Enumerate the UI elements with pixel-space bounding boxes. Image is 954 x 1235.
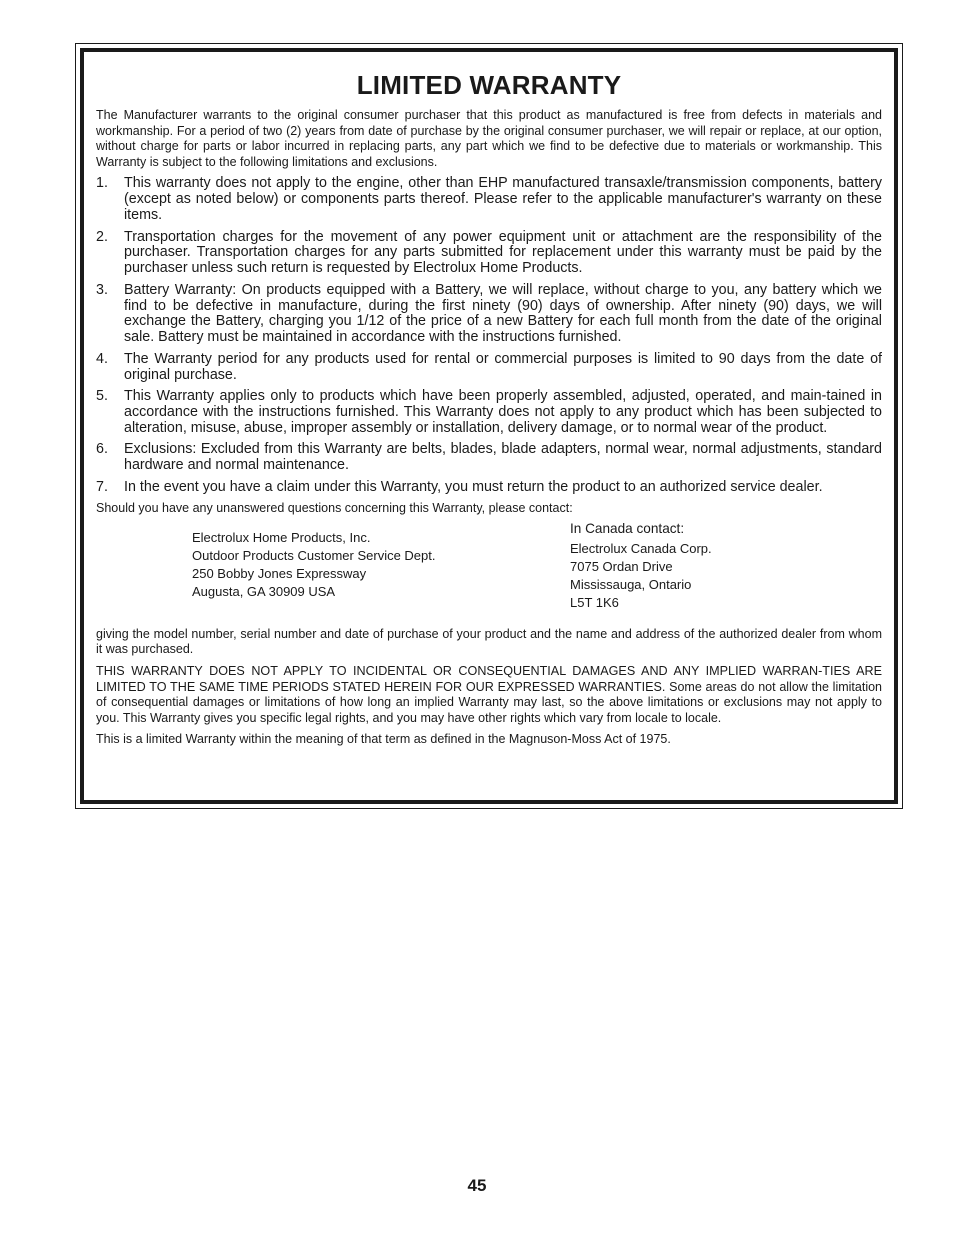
list-item: [96, 480, 882, 496]
us-address-line: Augusta, GA 30909 USA: [192, 583, 336, 599]
warranty-limitations-list: [96, 176, 882, 495]
page-title: LIMITED WARRANTY: [356, 70, 622, 100]
warranty-content: [96, 70, 882, 754]
warranty-inner-border: [80, 48, 898, 804]
list-item: [96, 230, 882, 277]
disclaimer-caps-text: THIS WARRANTY DOES NOT APPLY TO INCIDENTAL OR CONSEQUENTIAL DAMAGES AND ANY IMPLIED WARRAN-TIES ARE LIMITED TO THE SAME TIME PERIODS STATED HEREIN FOR OUR EXPRESSED WARRANTIES.: [96, 664, 882, 694]
list-item-number: 1.: [96, 175, 108, 192]
list-item-number: 7.: [96, 478, 108, 495]
list-item: [96, 283, 882, 346]
list-item: [96, 176, 882, 223]
list-item-number: 4.: [96, 350, 108, 367]
list-item-text: In the event you have a claim under this Warranty, you must return the product to an authorized service dealer.: [124, 478, 823, 495]
us-address-line: Electrolux Home Products, Inc.: [192, 529, 371, 545]
canada-address-line: 7075 Ordan Drive: [570, 558, 673, 574]
disclaimer-text: Some areas do not allow the limitation of consequential damages or limitations of how long an implied Warranty may last, so the above limitations or exclusions may not apply to you. This Warranty gives you specific legal rights, and you may have other rights which vary from locale to locale.: [96, 679, 882, 725]
list-item-text: This warranty does not apply to the engine, other than EHP manufactured transaxle/transmission components, battery (except as noted below) or components parts thereof. Please refer to the applicable manufacturer's warranty on these items.: [124, 175, 882, 223]
list-item: [96, 352, 882, 384]
us-address-line: 250 Bobby Jones Expressway: [192, 565, 367, 581]
page-number: 45: [467, 1176, 487, 1195]
list-item-number: 2.: [96, 228, 108, 245]
list-item-number: 6.: [96, 441, 108, 458]
list-item-text: This Warranty applies only to products which have been properly assembled, adjusted, operated, and main-tained in accordance with the instructions furnished. This Warranty does not apply to any product which has been subjected to alteration, misuse, abuse, improper assembly or installation, delivery damage, or to normal wear of the product.: [124, 388, 882, 436]
list-item-text: Exclusions: Excluded from this Warranty are belts, blades, blade adapters, normal wear, normal adjustments, standard hardware and normal maintenance.: [124, 441, 882, 474]
canada-contact-heading: In Canada contact:: [570, 520, 685, 536]
contact-intro: Should you have any unanswered questions concerning this Warranty, please contact:: [96, 501, 573, 516]
damages-disclaimer: [96, 664, 882, 726]
list-item-text: Transportation charges for the movement of any power equipment unit or attachment are the responsibility of the purchaser. Transportation charges for any parts submitted for replacement under this warranty must be paid by the purchaser unless such return is requested by Electrolux Home Products.: [124, 228, 882, 277]
list-item: [96, 442, 882, 474]
canada-address: [570, 520, 712, 612]
list-item-number: 3.: [96, 281, 108, 298]
canada-address-line: Electrolux Canada Corp.: [570, 540, 712, 556]
list-item: [96, 389, 882, 436]
list-item-text: The Warranty period for any products used for rental or commercial purposes is limited to 90 days from the date of original purchase.: [124, 350, 882, 383]
magnuson-moss-statement: This is a limited Warranty within the meaning of that term as defined in the Magnuson-Moss Act of 1975.: [96, 732, 671, 747]
canada-address-line: Mississauga, Ontario: [570, 576, 692, 592]
giving-details-text: giving the model number, serial number and date of purchase of your product and the name and address of the authorized dealer from whom it was purchased.: [96, 626, 882, 657]
warranty-intro: The Manufacturer warrants to the original consumer purchaser that this product as manufactured is free from defects in materials and workmanship. For a period of two (2) years from date of purchase by the original consumer purchaser, we will repair or replace, at our option, without charge for parts or labor incurred in replacing parts, any part which we find to be defective due to materials or workmanship. This Warranty is subject to the following limitations and exclusions.: [96, 108, 882, 169]
us-address: [192, 529, 436, 601]
contact-addresses: [96, 517, 882, 627]
warranty-outer-border: [75, 43, 903, 809]
canada-address-line: L5T 1K6: [570, 594, 619, 610]
us-address-line: Outdoor Products Customer Service Dept.: [192, 547, 436, 563]
list-item-number: 5.: [96, 388, 108, 405]
list-item-text: Battery Warranty: On products equipped with a Battery, we will replace, without charge to you, any battery which we find to be defective in manufacture, during the first ninety (90) days of ownership. After ninety (90) days, we will exchange the Battery, charging you 1/12 of the price of a new Battery for each full month from the date of the original sale. Battery must be maintained in accordance with the instructions furnished.: [124, 281, 882, 346]
